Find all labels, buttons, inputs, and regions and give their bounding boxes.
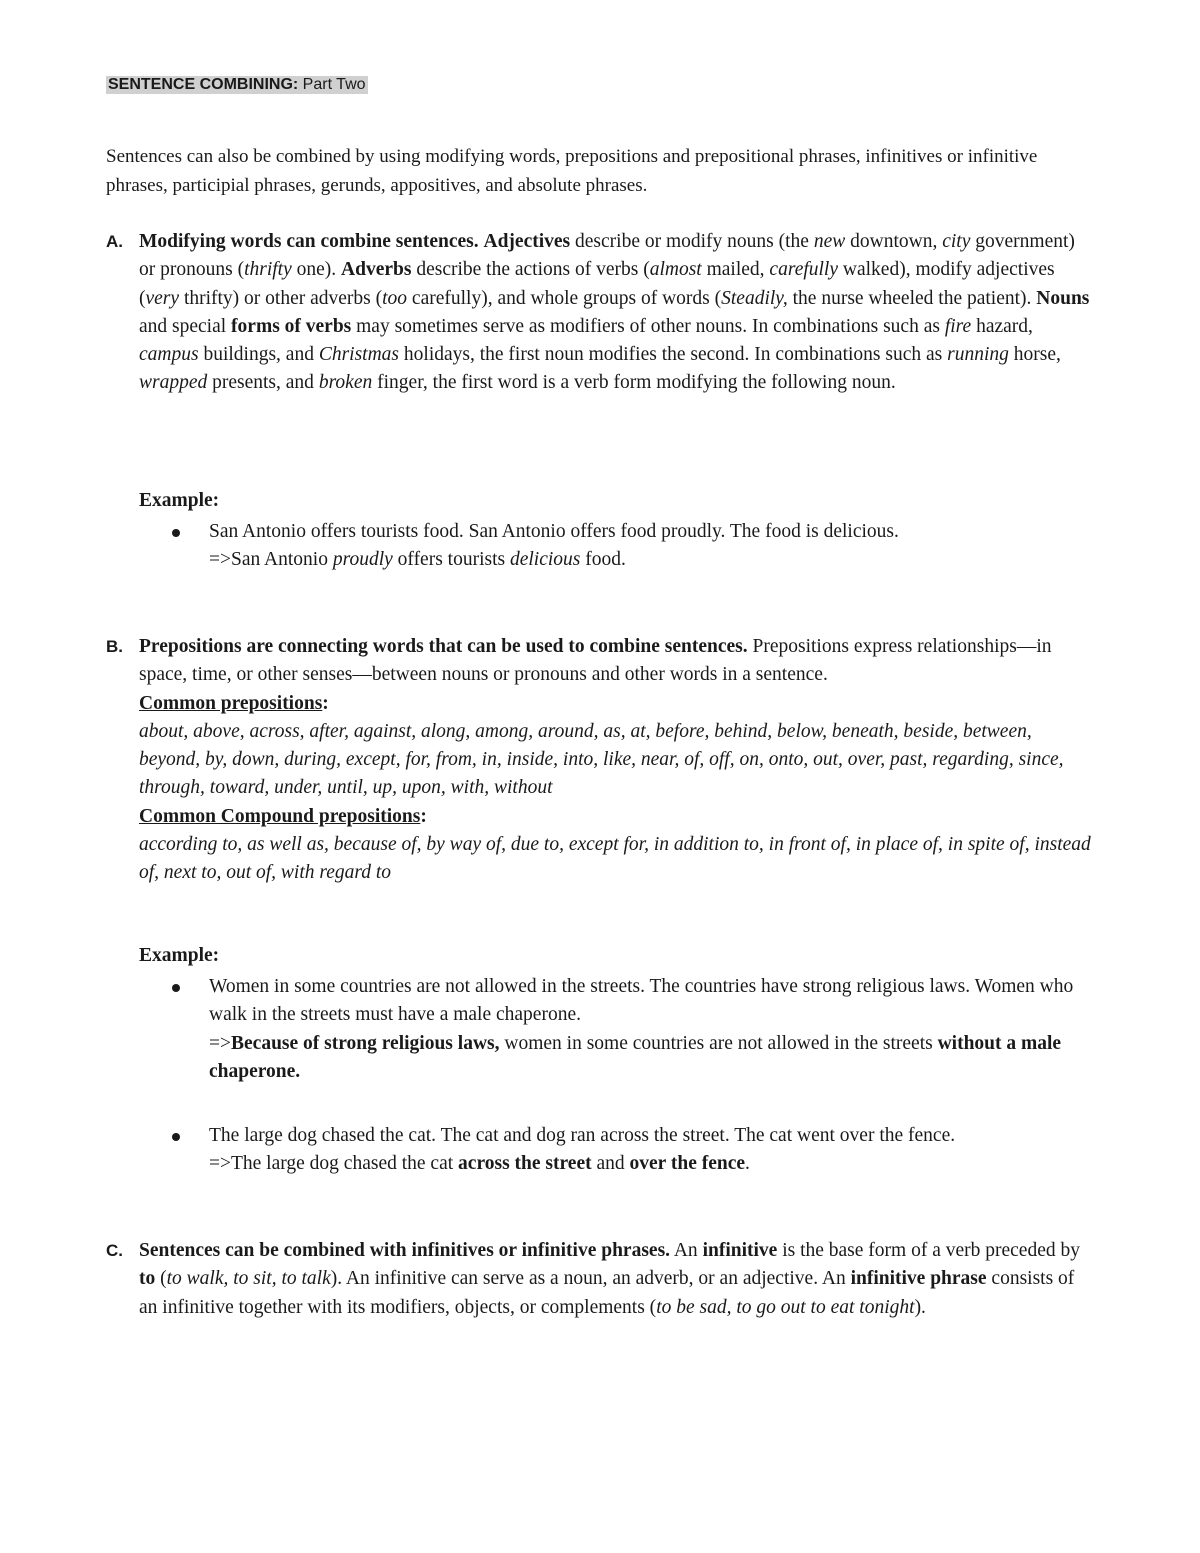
list-item: Women in some countries are not allowed in the streets. The countries have strong religious laws. Women who walk in the streets must have a male chaperone. =>Because of strong religious laws, women in some countries are not allowed in the streets without a male chaperone. <box>172 973 1082 1086</box>
intro-paragraph: Sentences can also be combined by using modifying words, prepositions and prepositional phrases, infinitives or infinitive phrases, participial phrases, gerunds, appositives, and absolute phrases. <box>106 146 1038 196</box>
section-c <box>106 1237 1096 1322</box>
section-letter: B. <box>106 637 123 656</box>
section-b <box>106 633 1096 888</box>
section-a <box>106 228 1096 398</box>
compound-prepositions-list: according to, as well as, because of, by way of, due to, except for, in addition to, in front of, in place of, in spite of, instead of, next to, out of, with regard to <box>139 834 1091 884</box>
section-letter: A. <box>106 232 123 251</box>
section-letter: C. <box>106 1241 123 1260</box>
page-title <box>106 76 368 94</box>
example-label: Example: <box>139 490 220 511</box>
common-prepositions-heading: Common prepositions <box>139 692 323 714</box>
title-bold: SENTENCE COMBINING: <box>108 76 299 93</box>
section-b-body: Prepositions are connecting words that can be used to combine sentences. Prepositions express relationships—in space, time, or other senses—between nouns or pronouns and other words in a sentence. Common prepositions: about, above, across, after, against, along, among, around, as, at, before, behind, below, beneath, beside, between, beyond, by, down, during, except, for, from, in, inside, into, like, near, of, off, on, onto, out, over, past, regarding, since, through, toward, under, until, up, upon, with, without Common Compound prepositions: according to, as well as, because of, by way of, due to, except for, in addition to, in front of, in place of, in spite of, instead of, next to, out of, with regard to <box>139 636 1091 884</box>
bullet-icon <box>172 529 180 537</box>
list-item: San Antonio offers tourists food. San Antonio offers food proudly. The food is delicious. =>San Antonio proudly offers tourists delicious food. <box>172 518 1082 575</box>
title-rest: Part Two <box>298 76 366 93</box>
list-item: The large dog chased the cat. The cat and dog ran across the street. The cat went over the fence. =>The large dog chased the cat across the street and over the fence. <box>172 1122 1082 1179</box>
common-prepositions-list: about, above, across, after, against, along, among, around, as, at, before, behind, below, beneath, beside, between, beyond, by, down, during, except, for, from, in, inside, into, like, near, of, off, on, onto, out, over, past, regarding, since, through, toward, under, until, up, upon, with, without <box>139 720 1064 799</box>
example-label: Example: <box>139 945 220 966</box>
bullet-icon <box>172 1133 180 1141</box>
bullet-icon <box>172 984 180 992</box>
compound-prepositions-heading: Common Compound prepositions <box>139 805 421 827</box>
section-a-body: Modifying words can combine sentences. Adjectives describe or modify nouns (the new downtown, city government) or pronouns (thrifty one). Adverbs describe the actions of verbs (almost mailed, carefully walked), modify adjectives (very thrifty) or other adverbs (too carefully), and whole groups of words (Steadily, the nurse wheeled the patient). Nouns and special forms of verbs may sometimes serve as modifiers of other nouns. In combinations such as fire hazard, campus buildings, and Christmas holidays, the first noun modifies the second. In combinations such as running horse, wrapped presents, and broken finger, the first word is a verb form modifying the following noun. <box>139 231 1090 394</box>
section-c-body: Sentences can be combined with infinitives or infinitive phrases. An infinitive is the base form of a verb preceded by to (to walk, to sit, to talk). An infinitive can serve as a noun, an adverb, or an adjective. An infinitive phrase consists of an infinitive together with its modifiers, objects, or complements (to be sad, to go out to eat tonight). <box>139 1240 1080 1318</box>
